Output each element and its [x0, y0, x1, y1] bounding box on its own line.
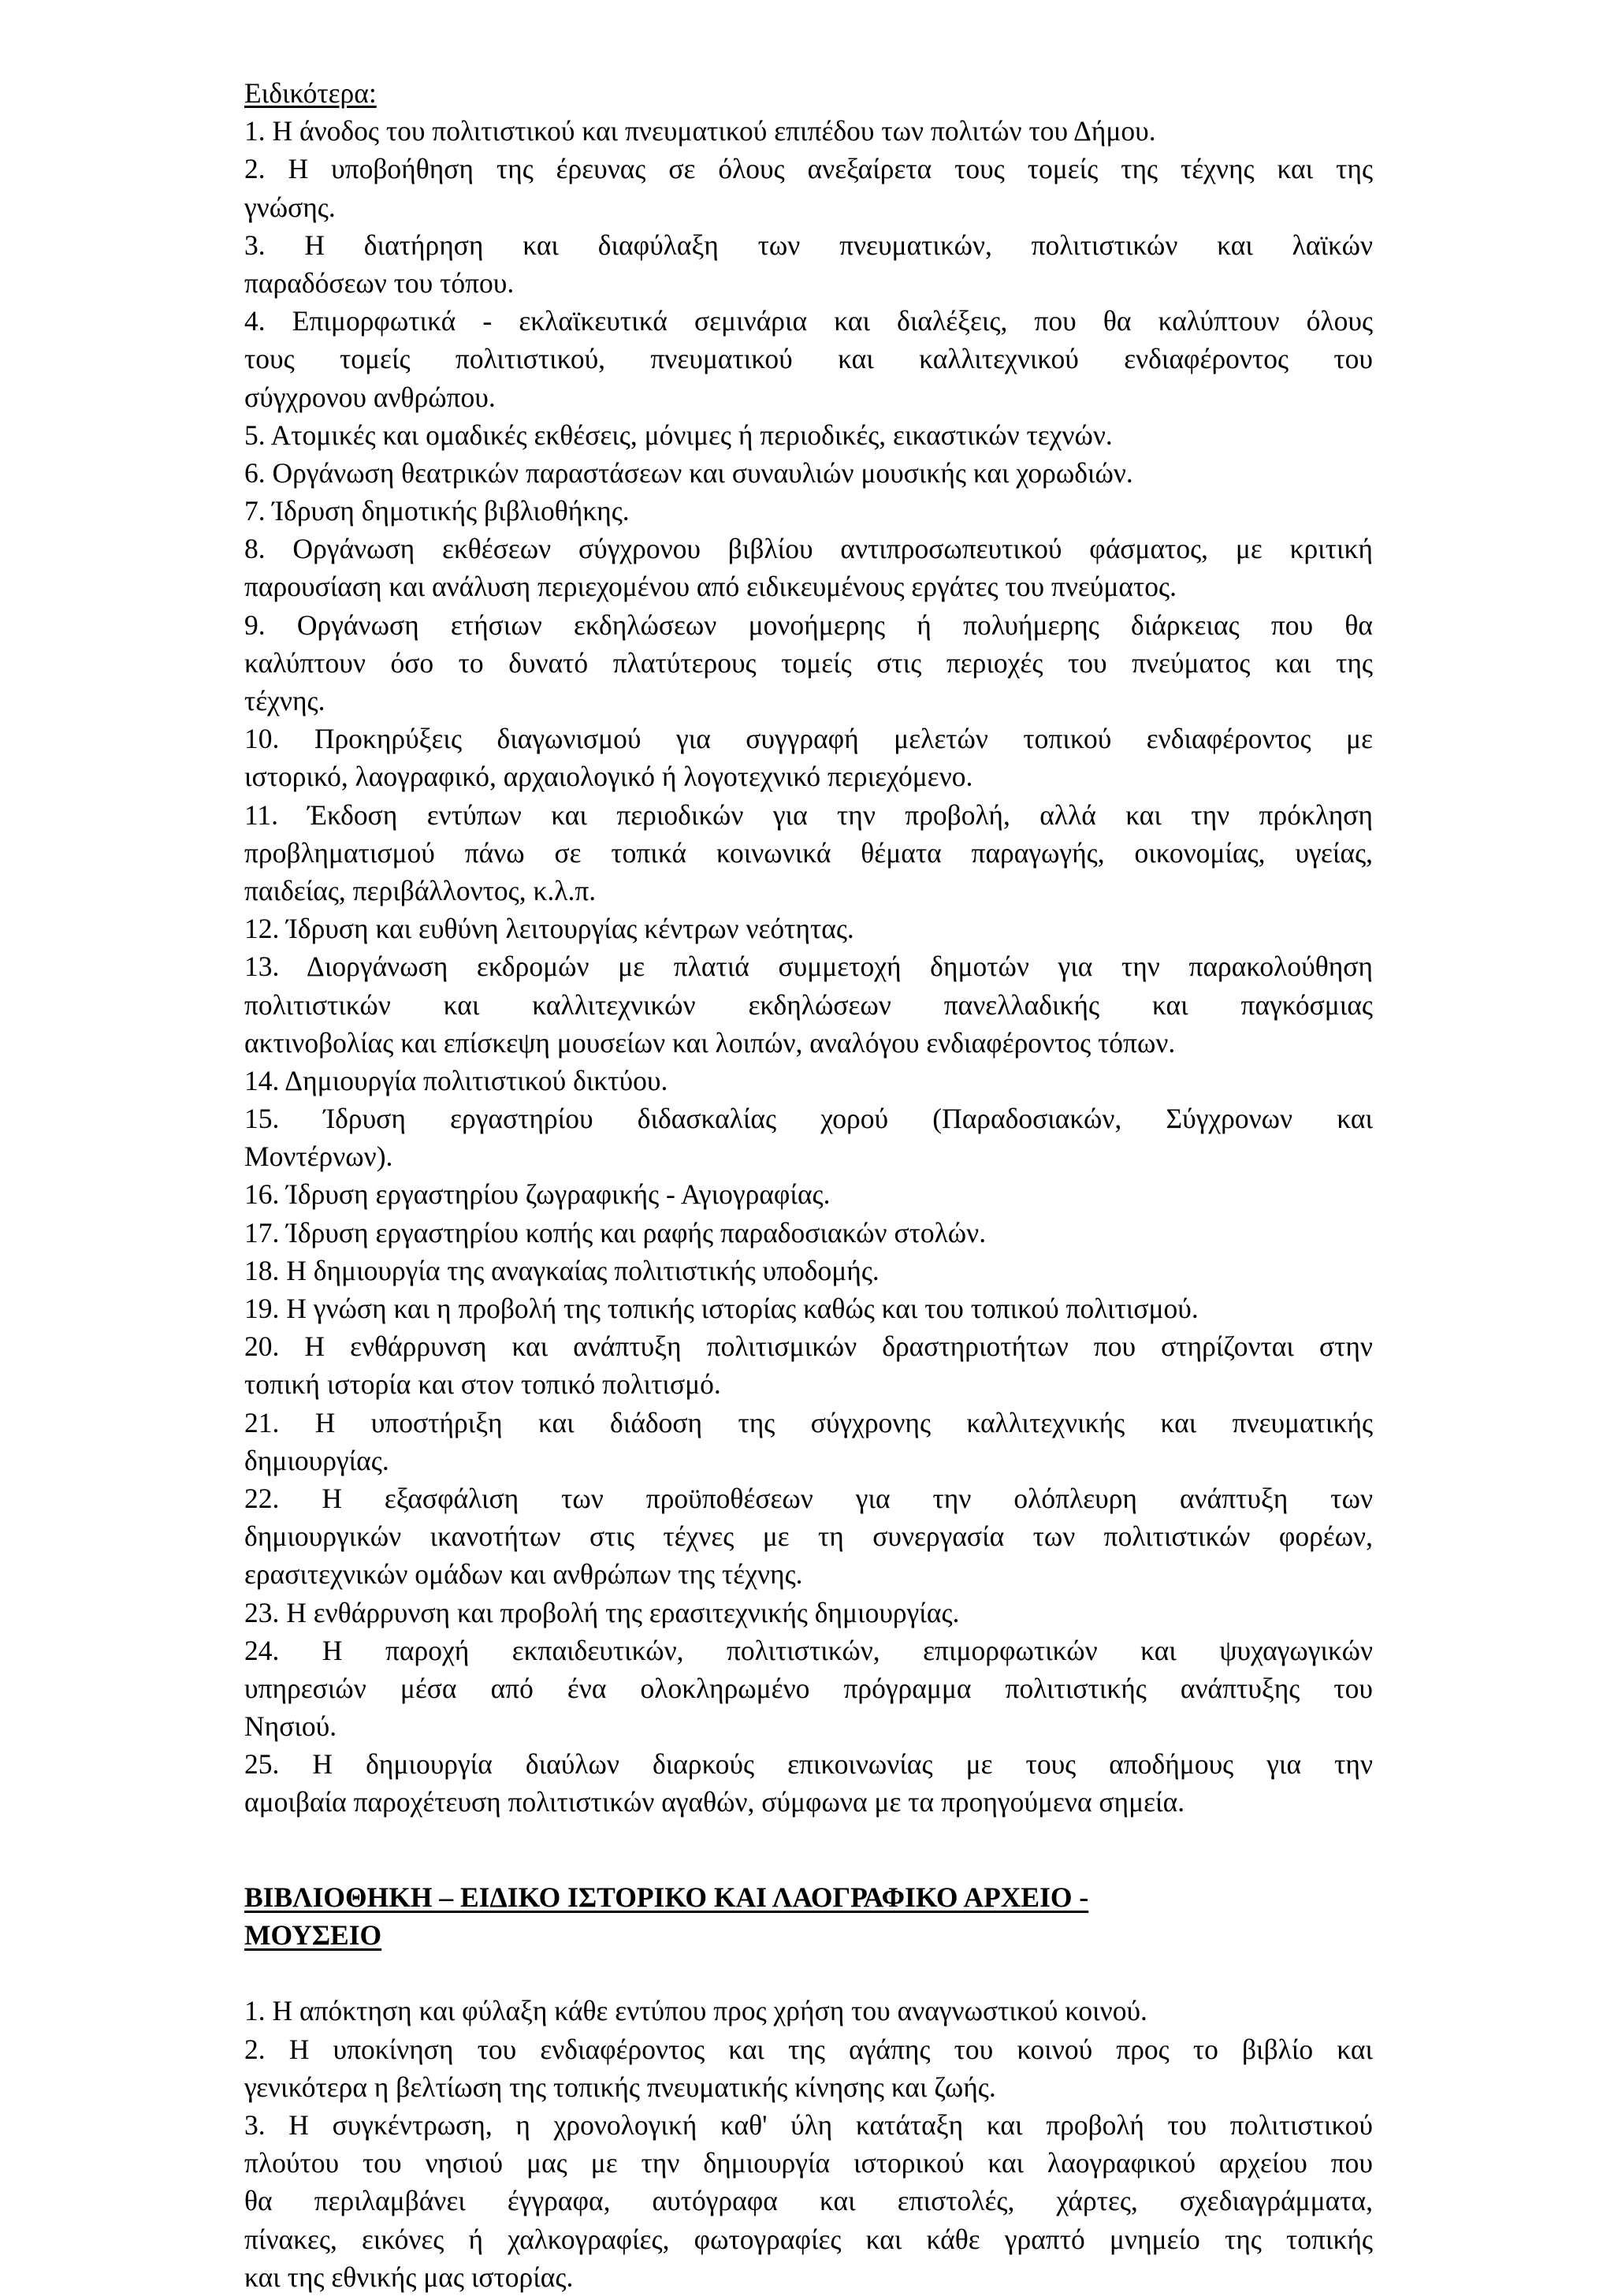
- list-item: [244, 1100, 1373, 1175]
- list-item-line: 16. Ίδρυση εργαστηρίου ζωγραφικής - Αγιογραφίας.: [244, 1178, 831, 1211]
- list-item: [244, 1632, 1373, 1746]
- list-item-line: γενικότερα η βελτίωση της τοπικής πνευματικής κίνησης και ζωής.: [244, 2071, 996, 2103]
- document-page: [244, 74, 1373, 2296]
- list-item: [244, 530, 1373, 605]
- list-item-line: 13. Διοργάνωση εκδρομών με πλατιά συμμετοχή δημοτών για την παρακολούθηση: [244, 951, 1373, 983]
- list-item-line: 3. Η διατήρηση και διαφύλαξη των πνευματικών, πολιτιστικών και λαϊκών: [244, 229, 1373, 261]
- list-item: [244, 492, 1373, 530]
- list-item-line: και της εθνικής μας ιστορίας.: [244, 2261, 574, 2293]
- list-item-line: Νησιού.: [244, 1710, 337, 1743]
- list-item: [244, 606, 1373, 720]
- list-item: [244, 454, 1373, 492]
- list-item-line: 11. Έκδοση εντύπων και περιοδικών για την προβολή, αλλά και την πρόκληση: [244, 798, 1373, 831]
- list-item: [244, 1062, 1373, 1100]
- list-item-line: 9. Οργάνωση ετήσιων εκδηλώσεων μονοήμερης ή πολυήμερης διάρκειας που θα: [244, 608, 1373, 641]
- list-item-line: 15. Ίδρυση εργαστηρίου διδασκαλίας χορού (Παραδοσιακών, Σύγχρονων και: [244, 1103, 1373, 1135]
- list-item: [244, 796, 1373, 910]
- list-item-line: προβληματισμού πάνω σε τοπικά κοινωνικά θέματα παραγωγής, οικονομίας, υγείας,: [244, 836, 1373, 869]
- list-item-line: 1. Η άνοδος του πολιτιστικού και πνευματικού επιπέδου των πολιτών του Δήμου.: [244, 115, 1156, 147]
- list-item: [244, 1479, 1373, 1594]
- list-item-line: 23. Η ενθάρρυνση και προβολή της ερασιτεχνικής δημιουργίας.: [244, 1596, 960, 1628]
- list-item-line: τοπική ιστορία και στον τοπικό πολιτισμό.: [244, 1368, 721, 1401]
- list-item: [244, 416, 1373, 454]
- list-item-line: καλύπτουν όσο το δυνατό πλατύτερους τομείς στις περιοχές του πνεύματος και της: [244, 646, 1373, 679]
- list-item: [244, 1594, 1373, 1632]
- list-item-line: σύγχρονου ανθρώπου.: [244, 381, 496, 413]
- library-objectives-list: [244, 1992, 1373, 2296]
- list-item-line: πίνακες, εικόνες ή χαλκογραφίες, φωτογραφίες και κάθε γραπτό μνημείο της τοπικής: [244, 2223, 1373, 2255]
- list-item-line: παραδόσεων του τόπου.: [244, 266, 515, 299]
- list-item-line: 19. Η γνώση και η προβολή της τοπικής ιστορίας καθώς και του τοπικού πολιτισμού.: [244, 1293, 1199, 1324]
- list-item-line: 3. Η συγκέντρωση, η χρονολογική καθ' ύλη κατάταξη και προβολή του πολιτιστικού: [244, 2108, 1373, 2141]
- list-item: [244, 2106, 1373, 2296]
- list-item-line: 14. Δημιουργία πολιτιστικού δικτύου.: [244, 1064, 668, 1096]
- list-item-line: 2. Η υποκίνηση του ενδιαφέροντος και της αγάπης του κοινού προς το βιβλίο και: [244, 2033, 1373, 2065]
- list-item-line: 22. Η εξασφάλιση των προϋποθέσεων για την ολόπλευρη ανάπτυξη των: [244, 1482, 1373, 1514]
- list-item: [244, 112, 1373, 150]
- list-item: [244, 2030, 1373, 2106]
- list-item: [244, 1992, 1373, 2030]
- list-item-line: 1. Η απόκτηση και φύλαξη κάθε εντύπου προς χρήση του αναγνωστικού κοινού.: [244, 1995, 1147, 2027]
- list-item: [244, 1404, 1373, 1479]
- objectives-list: [244, 112, 1373, 1821]
- list-item: [244, 947, 1373, 1062]
- list-item: [244, 1327, 1373, 1403]
- list-item-line: ακτινοβολίας και επίσκεψη μουσείων και λοιπών, αναλόγου ενδιαφέροντος τόπων.: [244, 1026, 1176, 1059]
- list-item: [244, 1214, 1373, 1252]
- list-item-line: παιδείας, περιβάλλοντος, κ.λ.π.: [244, 874, 597, 906]
- list-item-line: 6. Οργάνωση θεατρικών παραστάσεων και συναυλιών μουσικής και χορωδιών.: [244, 456, 1133, 489]
- list-item-line: 12. Ίδρυση και ευθύνη λειτουργίας κέντρων νεότητας.: [244, 913, 854, 945]
- list-item-line: 10. Προκηρύξεις διαγωνισμού για συγγραφή μελετών τοπικού ενδιαφέροντος με: [244, 723, 1373, 755]
- list-item-line: πλούτου του νησιού μας με την δημιουργία ιστορικού και λαογραφικού αρχείου που: [244, 2147, 1373, 2179]
- list-item-line: δημιουργικών ικανοτήτων στις τέχνες με τη συνεργασία των πολιτιστικών φορέων,: [244, 1520, 1373, 1553]
- list-item-line: 25. Η δημιουργία διαύλων διαρκούς επικοινωνίας με τους αποδήμους για την: [244, 1748, 1373, 1781]
- list-item-line: 24. Η παροχή εκπαιδευτικών, πολιτιστικών, επιμορφωτικών και ψυχαγωγικών: [244, 1634, 1373, 1666]
- list-item: [244, 1745, 1373, 1821]
- list-item-line: 4. Επιμορφωτικά - εκλαϊκευτικά σεμινάρια και διαλέξεις, που θα καλύπτουν όλους: [244, 305, 1373, 337]
- list-item-line: 20. Η ενθάρρυνση και ανάπτυξη πολιτισμικών δραστηριοτήτων που στηρίζονται στην: [244, 1330, 1373, 1363]
- list-item-line: ερασιτεχνικών ομάδων και ανθρώπων της τέχνης.: [244, 1558, 803, 1591]
- list-item-line: 17. Ίδρυση εργαστηρίου κοπής και ραφής παραδοσιακών στολών.: [244, 1216, 987, 1248]
- list-item-line: υπηρεσιών μέσα από ένα ολοκληρωμένο πρόγραμμα πολιτιστικής ανάπτυξης του: [244, 1672, 1373, 1704]
- list-item-line: δημιουργίας.: [244, 1444, 389, 1476]
- list-item: [244, 302, 1373, 416]
- list-item-line: 7. Ίδρυση δημοτικής βιβλιοθήκης.: [244, 495, 630, 527]
- section-spacer: [244, 1954, 1373, 1992]
- list-item-line: τέχνης.: [244, 685, 325, 716]
- list-item-line: Μοντέρνων).: [244, 1141, 393, 1173]
- list-item-line: 2. Η υποβοήθηση της έρευνας σε όλους ανεξαίρετα τους τομείς της τέχνης και της: [244, 153, 1373, 185]
- list-item: [244, 1289, 1373, 1327]
- list-item: [244, 1175, 1373, 1213]
- list-item-line: πολιτιστικών και καλλιτεχνικών εκδηλώσεων πανελλαδικής και παγκόσμιας: [244, 988, 1373, 1021]
- list-item: [244, 150, 1373, 225]
- section-heading: [244, 1878, 1373, 1954]
- list-item-line: 18. Η δημιουργία της αναγκαίας πολιτιστικής υποδομής.: [244, 1254, 880, 1286]
- section-heading-line: ΒΙΒΛΙΟΘΗΚΗ – ΕΙΔΙΚΟ ΙΣΤΟΡΙΚΟ ΚΑΙ ΛΑΟΓΡΑΦΙΚΟ ΑΡΧΕΙΟ -: [244, 1881, 1089, 1913]
- list-item-line: θα περιλαμβάνει έγγραφα, αυτόγραφα και επιστολές, χάρτες, σχεδιαγράμματα,: [244, 2185, 1373, 2217]
- list-item-line: παρουσίαση και ανάλυση περιεχομένου από ειδικευμένους εργάτες του πνεύματος.: [244, 571, 1177, 603]
- section-heading-line: ΜΟΥΣΕΙΟ: [244, 1919, 382, 1951]
- list-item: [244, 720, 1373, 795]
- list-item-line: 21. Η υποστήριξη και διάδοση της σύγχρονης καλλιτεχνικής και πνευματικής: [244, 1406, 1373, 1438]
- list-item-line: 8. Οργάνωση εκθέσεων σύγχρονου βιβλίου αντιπροσωπευτικού φάσματος, με κριτική: [244, 533, 1373, 565]
- list-item-line: αμοιβαία παροχέτευση πολιτιστικών αγαθών, σύμφωνα με τα προηγούμενα σημεία.: [244, 1786, 1185, 1818]
- list-item: [244, 1252, 1373, 1289]
- section-spacer: [244, 1840, 1373, 1878]
- list-item-line: ιστορικό, λαογραφικό, αρχαιολογικό ή λογοτεχνικό περιεχόμενο.: [244, 761, 973, 793]
- list-item-line: τους τομείς πολιτιστικού, πνευματικού και καλλιτεχνικού ενδιαφέροντος του: [244, 343, 1373, 375]
- list-item: [244, 226, 1373, 302]
- intro-label: Ειδικότερα:: [244, 77, 377, 109]
- list-item-line: γνώσης.: [244, 191, 336, 223]
- section-spacer: [244, 1822, 1373, 1840]
- list-item-line: 5. Ατομικές και ομαδικές εκθέσεις, μόνιμες ή περιοδικές, εικαστικών τεχνών.: [244, 419, 1113, 451]
- list-item: [244, 910, 1373, 947]
